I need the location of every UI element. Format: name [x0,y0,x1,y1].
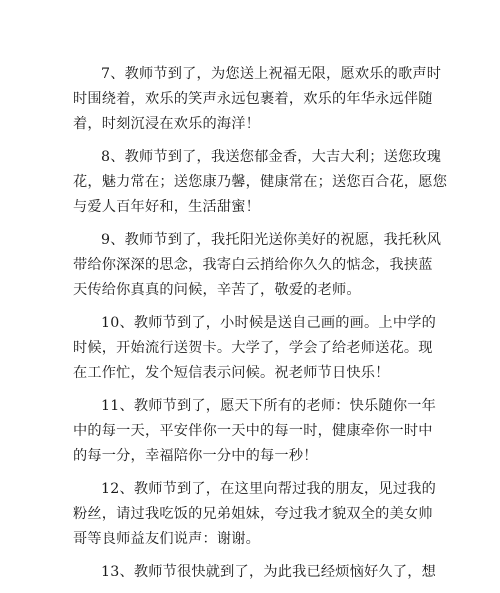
paragraph-line: 天传给你真真的问候，辛苦了，敬爱的老师。 [73,282,361,298]
paragraph-line: 的每一分，幸福陪你一分中的每一秒！ [73,448,318,464]
paragraph-line: 花，魅力常在；送您康乃馨，健康常在；送您百合花，愿您 [73,174,448,190]
paragraph-line: 8、教师节到了，我送您郁金香，大吉大利；送您玫瑰 [101,149,442,165]
paragraph-11 [73,394,436,469]
paragraph-line: 13、教师节很快就到了，为此我已经烦恼好久了，想 [101,564,436,580]
paragraph-line: 在工作忙，发个短信表示问候。祝老师节日快乐！ [73,365,390,381]
paragraph-10 [73,311,436,386]
paragraph-12 [73,477,436,552]
paragraph-7 [73,62,442,137]
paragraph-8 [73,145,448,220]
paragraph-line: 9、教师节到了，我托阳光送你美好的祝愿，我托秋风 [101,232,442,248]
paragraph-line: 11、教师节到了，愿天下所有的老师：快乐随你一年 [101,398,436,414]
paragraph-9 [73,228,442,303]
document-body [73,62,448,593]
paragraph-line: 时围绕着，欢乐的笑声永远包裹着，欢乐的年华永远伴随 [73,91,433,107]
paragraph-line: 哥等良师益友们说声：谢谢。 [73,531,261,547]
paragraph-line: 粉丝，请过我吃饭的兄弟姐妹，夸过我才貌双全的美女帅 [73,506,433,522]
paragraph-line: 着，时刻沉浸在欢乐的海洋！ [73,116,261,132]
paragraph-line: 带给你深深的思念，我寄白云捎给你久久的惦念，我挟蓝 [73,257,433,273]
paragraph-line: 7、教师节到了，为您送上祝福无限，愿欢乐的歌声时 [101,66,442,82]
paragraph-line: 与爱人百年好和，生活甜蜜！ [73,199,261,215]
paragraph-line: 中的每一天，平安伴你一天中的每一时，健康牵你一时中 [73,423,433,439]
paragraph-13 [73,560,436,585]
paragraph-line: 12、教师节到了，在这里向帮过我的朋友，见过我的 [101,481,436,497]
paragraph-line: 10、教师节到了，小时候是送自己画的画。上中学的 [101,315,436,331]
paragraph-line: 时候，开始流行送贺卡。大学了，学会了给老师送花。现 [73,340,433,356]
